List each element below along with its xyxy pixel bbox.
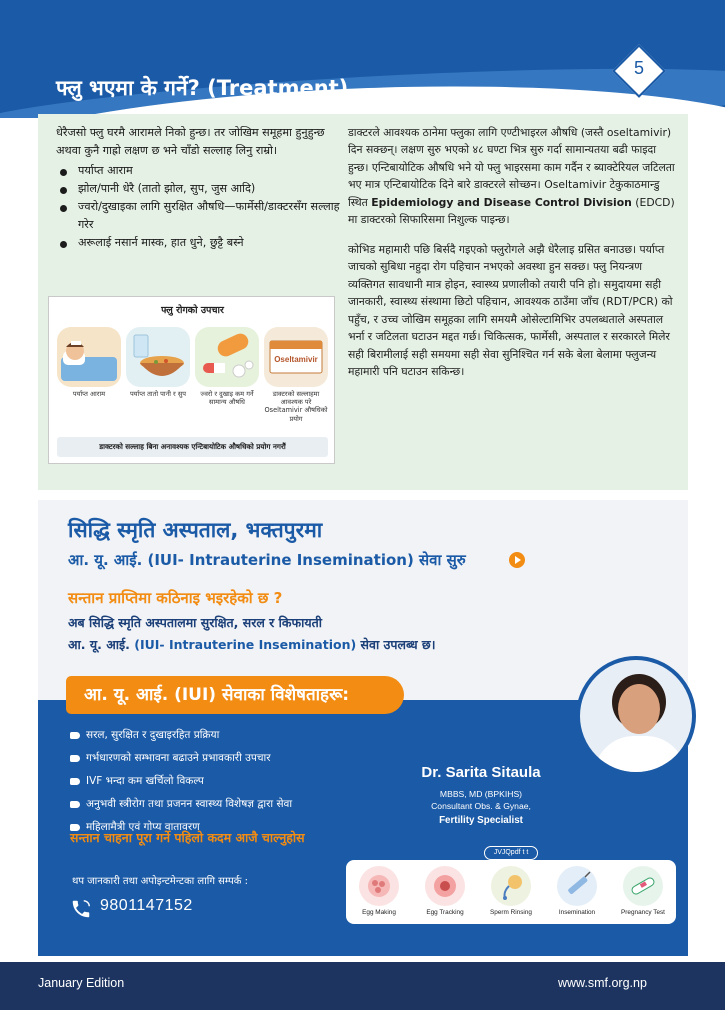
oseltamivir-box-icon xyxy=(264,327,328,387)
feature-text: गर्भधारणको सम्भावना बढाउने प्रभावकारी उपचार xyxy=(86,752,271,764)
phone-number[interactable]: 9801147152 xyxy=(100,897,193,914)
contact-label: थप जानकारी तथा अपोइन्टमेन्टका लागि सम्पर्क : xyxy=(72,876,249,887)
doctor-position: Consultant Obs. & Gynae, xyxy=(431,800,531,811)
call-to-action: सन्तान चाहना पूरा गर्ने पहिलो कदम आजै चाल्नुहोस xyxy=(70,830,305,845)
process-step-label: Sperm Rinsing xyxy=(490,909,532,916)
page-number: 5 xyxy=(633,58,644,78)
list-item: अरूलाई नसार्न मास्क, हात धुने, छुट्टै बस्ने xyxy=(56,234,341,252)
availability-line-1: अब सिद्धि स्मृति अस्पतालमा सुरक्षित, सरल र किफायती xyxy=(68,615,322,630)
home-care-list xyxy=(56,162,341,252)
edcd-name: Epidemiology and Disease Control Division xyxy=(371,195,632,209)
oseltamivir-box-label: Oseltamivir xyxy=(274,355,318,364)
sick-child-in-bed-icon xyxy=(57,327,121,387)
face xyxy=(618,684,660,734)
sperm-rinsing-icon xyxy=(491,866,531,906)
feature-item xyxy=(70,747,400,770)
feature-item xyxy=(70,724,400,747)
iui-abbrev: आ. यू. आई. xyxy=(68,637,130,652)
illustration-caption: पर्याप्त आराम xyxy=(72,390,106,398)
antiviral-text-end: (EDCD) मा डाक्टरको सिफारिसमा निशुल्क पाइन्छ। xyxy=(348,195,675,227)
illustration-item-soup xyxy=(126,327,190,423)
availability-line-2 xyxy=(68,636,435,653)
process-step xyxy=(481,866,541,916)
feature-item xyxy=(70,793,400,816)
insemination-icon xyxy=(557,866,597,906)
availability-suffix: सेवा उपलब्ध छ। xyxy=(360,637,436,652)
pointing-hand-icon xyxy=(70,732,80,739)
illustration-caption: ज्वरो र दुखाइ कम गर्ने सामान्य औषधि xyxy=(200,390,254,407)
process-step xyxy=(547,866,607,916)
play-icon xyxy=(509,552,525,568)
pregnancy-test-icon xyxy=(623,866,663,906)
page-title: फ्लु भएमा के गर्ने? (Treatment) xyxy=(56,76,349,100)
feature-item xyxy=(70,770,400,793)
soup-bowl-icon xyxy=(126,327,190,387)
feature-text: IVF भन्दा कम खर्चिलो विकल्प xyxy=(86,775,204,787)
doctor-photo xyxy=(576,656,696,776)
treatment-right-column xyxy=(348,124,678,381)
iui-service-line: आ. यू. आई. (IUI- Intrauterine Insemination) सेवा सुरु xyxy=(68,551,466,569)
doctor-specialty: Fertility Specialist xyxy=(439,815,523,826)
iui-full-name: (IUI- Intrauterine Insemination) xyxy=(134,637,357,652)
egg-tracking-icon xyxy=(425,866,465,906)
list-item: झोल/पानी धेरै (तातो झोल, सुप, जुस आदि) xyxy=(56,180,341,198)
process-step-label: Egg Tracking xyxy=(426,909,464,916)
process-step xyxy=(415,866,475,916)
list-item: पर्याप्त आराम xyxy=(56,162,341,180)
flu-treatment-illustration xyxy=(48,296,335,464)
medicine-pills-icon xyxy=(195,327,259,387)
process-step xyxy=(349,866,409,916)
illustration-item-oseltamivir xyxy=(264,327,328,423)
illustration-item-rest xyxy=(57,327,121,423)
website-link[interactable]: www.smf.org.np xyxy=(558,976,647,990)
feature-text: सरल, सुरक्षित र दुखाइरहित प्रक्रिया xyxy=(86,729,220,741)
pointing-hand-icon xyxy=(70,778,80,785)
features-title: आ. यू. आई. (IUI) सेवाका विशेषताहरू: xyxy=(66,676,404,714)
iui-process-steps xyxy=(346,860,676,924)
illustration-items xyxy=(57,327,328,423)
illustration-item-medicine xyxy=(195,327,259,423)
feature-text: अनुभवी स्त्रीरोग तथा प्रजनन स्वास्थ्य विशेषज्ञ द्वारा सेवा xyxy=(86,798,293,810)
egg-making-icon xyxy=(359,866,399,906)
illustration-caption: पर्याप्त तातो पानी र सुप xyxy=(129,390,187,398)
pointing-hand-icon xyxy=(70,755,80,762)
process-step-label: Pregnancy Test xyxy=(621,909,665,916)
doctor-degree: MBBS, MD (BPKIHS) xyxy=(439,789,523,799)
list-item: ज्वरो/दुखाइका लागि सुरक्षित औषधि—फार्मेसी/डाक्टरसँग सल्लाह गरेर xyxy=(56,198,341,234)
fertility-question: सन्तान प्राप्तिमा कठिनाइ भइरहेको छ ? xyxy=(68,589,283,607)
feature-text: महिलामैत्री एवं गोप्य वातावरण xyxy=(86,821,200,833)
pointing-hand-icon xyxy=(70,801,80,808)
process-tag: JVJQpdf t t xyxy=(484,846,538,860)
treatment-left-column xyxy=(56,124,341,251)
coat xyxy=(594,736,686,776)
antiviral-paragraph xyxy=(348,124,678,229)
covid-paragraph: कोभिड महामारी पछि बिर्सदै गइएको फ्लुरोगले अझै धेरैलाइ ग्रसित बनाउछ। पर्याप्त जाचको सुबिधा नहुदा रोग पहिचान नभएको अवस्था हुन सक्छ। फ्लु नियन्त्रण व्यक्तिगत सावधानी मात्र होइन, स्वास्थ्य प्रणालीको तयारी पनि हो। समुदायमा सही जानकारी, स्वास्थ्य संस्थामा छिटो पहिचान, आवश्यक ठाउँमा जाँच (RDT/PCR) को पहुँच, र उच्च जोखिम समूहका लागि समयमै ओसेल्टामिभिर उपलब्धताले अस्पताल भर्ना र जटिलता घटाउन मद्दत गर्छ। चिकित्सक, फार्मेसी, अस्पताल र सरकारले मिलेर सही बिरामीलाई सही समयमा सही सेवा सुनिश्चित गर्न सके बेला बेलामा फ्लुजन्य महामारी पनि घटाउन सकिन्छ। xyxy=(348,242,673,379)
phone-icon xyxy=(70,898,92,920)
doctor-name: Dr. Sarita Sitaula xyxy=(421,764,541,781)
doctor-credentials xyxy=(402,789,560,812)
treatment-intro: धेरैजसो फ्लु घरमै आरामले निको हुन्छ। तर जोखिम समूहमा हुनुहुन्छ अथवा कुनै गाह्रो लक्षण छ भने चाँडो सल्लाह लिनु राम्रो। xyxy=(56,126,325,157)
antibiotic-warning: डाक्टरको सल्लाह बिना अनावश्यक एन्टिबायोटिक औषधिको प्रयोग नगरौं xyxy=(57,437,328,457)
illustration-title: फ्लु रोगको उपचार xyxy=(161,305,224,316)
process-step-label: Insemination xyxy=(558,909,596,916)
hospital-title: सिद्धि स्मृति अस्पताल, भक्तपुरमा xyxy=(68,518,323,542)
process-step-label: Egg Making xyxy=(362,909,396,916)
illustration-caption: डाक्टरको सल्लाहमा आवश्यक परे Oseltamivir औषधिको प्रयोग xyxy=(264,390,328,423)
edition-label: January Edition xyxy=(38,976,125,990)
process-step xyxy=(613,866,673,916)
features-list xyxy=(70,724,400,839)
antiviral-text: डाक्टरले आवश्यक ठानेमा फ्लुका लागि एण्टीभाइरल औषधि (जस्तै oseltamivir) दिन सक्छन्। लक्षण सुरु भएको ४८ घण्टा भित्र सुरु गर्दा सामान्यतया बढी फाइदा हुन्छ। एन्टिबायोटिक औषधि भने यो फ्लु भाइरसमा काम गर्दैन र ब्याक्टेरियल जटिलता भए मात्र एन्टिबायोटिक दिने बारे डाक्टरले सोच्छन। Oseltamivir टेकुकाठमान्डु स्थित xyxy=(348,126,675,209)
